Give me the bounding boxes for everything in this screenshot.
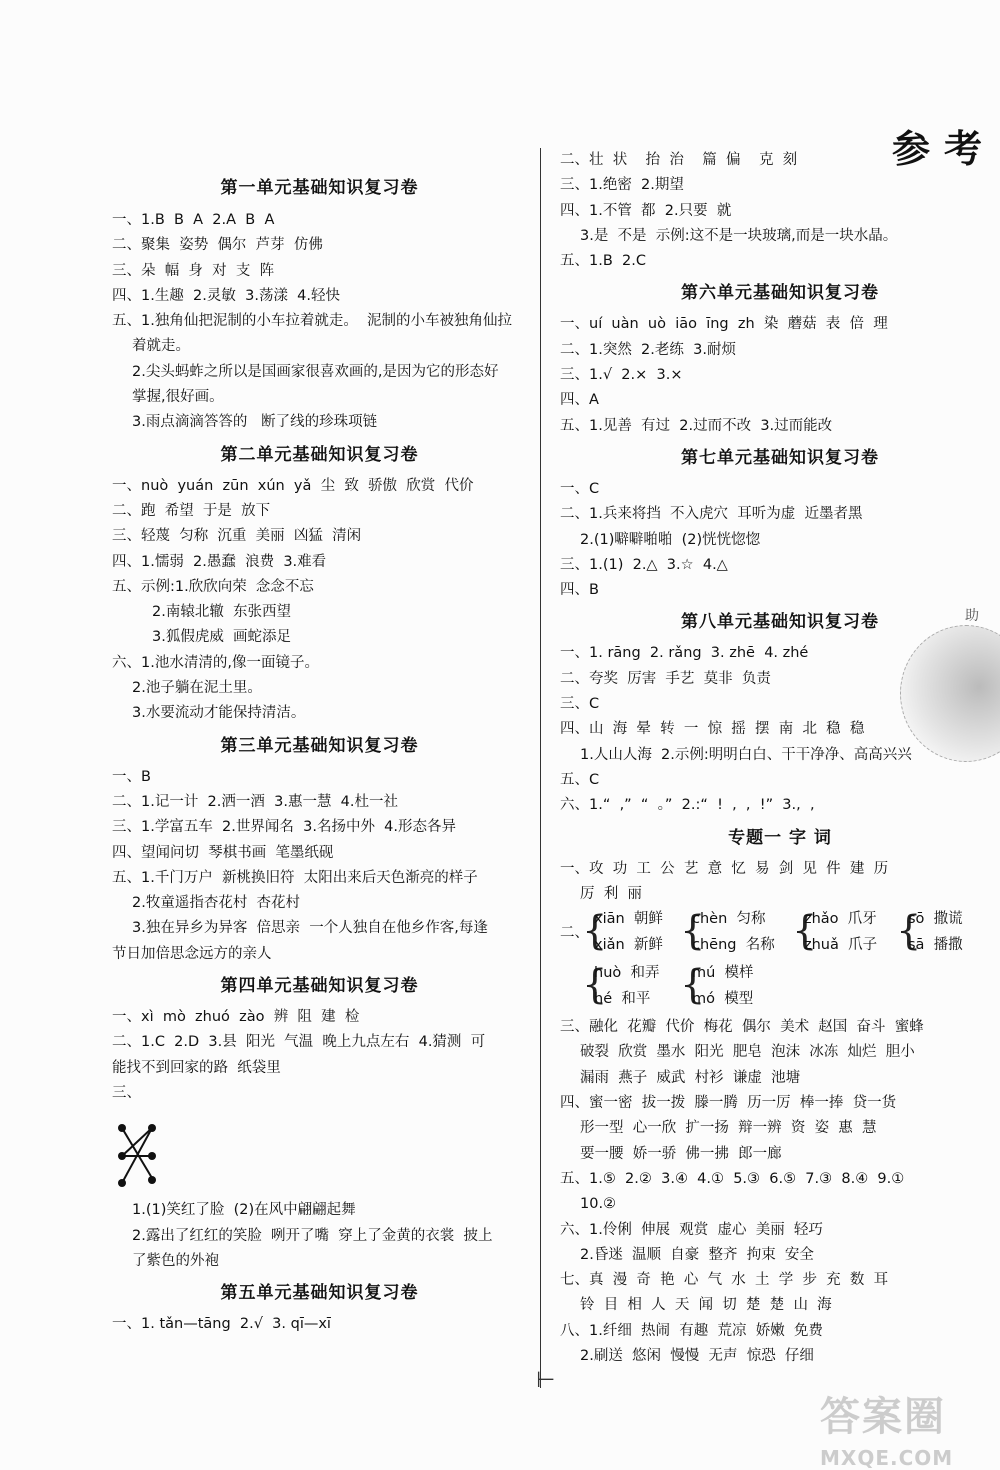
unit1-line: 二、聚集 姿势 偶尔 芦芽 仿佛 [112, 237, 323, 254]
watermark-url: MXQE.COM [820, 1446, 954, 1470]
unit4-line: 三、 [112, 1084, 141, 1101]
unit7-title: 第七单元基础知识复习卷 [681, 447, 879, 468]
unit8-line: 六、1.“ ,” “ 。” 2.:“ ! , , !” 3., , [560, 797, 815, 814]
topic1-line: 铃 目 相 人 天 闻 切 楚 楚 山 海 [580, 1297, 832, 1314]
watermark-title: 答案圈 [820, 1394, 946, 1440]
brace-top: zhǎo 爪牙 [804, 911, 877, 928]
brace-bottom: chēng 名称 [692, 937, 775, 954]
topic1-line: 要一腰 娇一骄 佛一拂 郎一廊 [580, 1145, 782, 1162]
unit4-title: 第四单元基础知识复习卷 [220, 976, 419, 997]
brace-icon: { [896, 908, 922, 955]
unit3-line: 一、B [112, 768, 151, 785]
topic1-line: 六、1.伶俐 伸展 观赏 虚心 美丽 轻巧 [560, 1221, 823, 1238]
brace-top: chèn 匀称 [692, 911, 766, 928]
brace-top: huò 和弄 [594, 965, 660, 982]
unit4-line: 能找不到回家的路 纸袋里 [112, 1059, 281, 1076]
brace-bottom: hé 和平 [594, 991, 651, 1008]
unit3-line: 二、1.记一计 2.洒一酒 3.惠一慧 4.杜一社 [112, 793, 398, 810]
brace-icon: { [582, 908, 608, 955]
unit4-line: 1.(1)笑红了脸 (2)在风中翩翩起舞 [132, 1202, 356, 1219]
right-column [560, 148, 1000, 1369]
unit5-line: 四、1.不管 都 2.只要 就 [560, 202, 732, 219]
unit2-line: 三、轻蔑 匀称 沉重 美丽 凶猛 清闲 [112, 528, 362, 545]
unit7-line: 四、B [560, 582, 599, 599]
unit8-line: 三、C [560, 696, 600, 713]
pinyin-brace-row [560, 961, 1000, 1015]
brace-icon: { [792, 908, 818, 955]
unit5-line: 三、1.绝密 2.期望 [560, 177, 684, 194]
unit4-line: 了紫色的外袍 [132, 1252, 219, 1269]
unit1-line: 一、1.B B A 2.A B A [112, 212, 275, 228]
unit1-line: 掌握,很好画。 [132, 389, 224, 406]
unit2-line: 一、nuò yuán zūn xún yǎ 尘 致 骄傲 欣赏 代价 [112, 477, 474, 494]
unit2-line: 2.南辕北辙 东张西望 [152, 604, 292, 621]
unit8-line: 一、1. rāng 2. rǎng 3. zhē 4. zhé [560, 645, 809, 662]
unit2-line: 3.水要流动才能保持清洁。 [132, 705, 306, 722]
brace-top: xiān 朝鲜 [594, 911, 663, 928]
unit2-line: 五、示例:1.欣欣向荣 念念不忘 [112, 578, 314, 595]
unit7-line: 三、1.(1) 2.△ 3.☆ 4.△ [560, 556, 728, 573]
unit3-line: 3.独在异乡为异客 倍思亲 一个人独自在他乡作客,每逢 [132, 920, 488, 937]
unit5-line: 3.是 不是 示例:这不是一块玻璃,而是一块水晶。 [580, 227, 898, 244]
unit7-line: 2.(1)噼噼啪啪 (2)恍恍惚惚 [580, 531, 761, 548]
unit8-title: 第八单元基础知识复习卷 [681, 612, 879, 633]
unit3-line: 节日加倍思念远方的亲人 [112, 945, 272, 962]
unit3-line: 三、1.学富五车 2.世界闻名 3.名扬中外 4.形态各异 [112, 819, 456, 836]
globe-label: 助 [965, 608, 979, 624]
unit1-line: 2.尖头蚂蚱之所以是国画家很喜欢画的,是因为它的形态好 [132, 363, 499, 380]
unit5-line: 五、1.B 2.C [560, 253, 646, 270]
unit5-line: 二、壮 状 抬 治 篇 偏 克 刻 [560, 152, 798, 168]
brace-bottom: sā 播撒 [908, 937, 963, 954]
fold-mark: ⊢ [536, 1368, 556, 1393]
topic1-line: 破裂 欣赏 墨水 阳光 肥皂 泡沫 冰冻 灿烂 胆小 [580, 1044, 915, 1061]
unit7-line: 二、1.兵来将挡 不入虎穴 耳听为虚 近墨者黑 [560, 506, 863, 523]
topic1-line: 2.昏迷 温顺 自豪 整齐 拘束 安全 [580, 1246, 814, 1263]
unit2-line: 二、跑 希望 于是 放下 [112, 502, 271, 519]
unit3-line: 四、望闻问切 琴棋书画 笔墨纸砚 [112, 844, 334, 861]
topic1-line: 五、1.⑤ 2.② 3.④ 4.① 5.③ 6.⑤ 7.③ 8.④ 9.① [560, 1170, 905, 1187]
unit6-line: 五、1.见善 有过 2.过而不改 3.过而能改 [560, 417, 833, 434]
brace-icon: { [680, 962, 706, 1009]
unit3-title: 第三单元基础知识复习卷 [220, 735, 419, 756]
unit6-line: 四、A [560, 392, 599, 409]
column-divider [540, 148, 541, 1388]
topic1-line: 10.② [580, 1196, 617, 1213]
unit6-line: 一、uí uàn uò iāo īng zh 染 蘑菇 表 倍 理 [560, 316, 888, 333]
unit1-line: 着就走。 [132, 338, 190, 355]
unit2-line: 六、1.池水清清的,像一面镜子。 [112, 654, 319, 671]
unit2-title: 第二单元基础知识复习卷 [220, 444, 419, 465]
brace-prefix: 二、 [560, 925, 589, 942]
watermark-logo [820, 1385, 953, 1470]
unit8-line: 1.人山人海 2.示例:明明白白、干干净净、高高兴兴 [580, 746, 912, 763]
unit1-title: 第一单元基础知识复习卷 [220, 178, 419, 198]
unit2-line: 3.狐假虎威 画蛇添足 [152, 629, 292, 646]
topic1-line: 形一型 心一欣 扩一扬 辩一辨 资 姿 惠 慧 [580, 1120, 877, 1137]
unit2-line: 四、1.懦弱 2.愚蠢 浪费 3.难看 [112, 553, 327, 570]
topic1-line: 漏雨 燕子 威武 村衫 谦虚 池塘 [580, 1069, 801, 1086]
unit4-line: 二、1.C 2.D 3.县 阳光 气温 晚上九点左右 4.猜测 可 [112, 1034, 486, 1051]
unit1-line: 五、1.独角仙把泥制的小车拉着就走。 泥制的小车被独角仙拉 [112, 313, 513, 330]
topic1-line: 厉 利 丽 [580, 885, 642, 902]
matching-diagram-space [112, 1106, 527, 1198]
left-column [112, 148, 527, 1337]
unit5-title: 第五单元基础知识复习卷 [220, 1283, 419, 1304]
brace-top: mú 模样 [692, 965, 754, 982]
brace-bottom: zhuǎ 爪子 [804, 937, 878, 954]
unit4-line: 2.露出了红红的笑脸 咧开了嘴 穿上了金黄的衣裳 披上 [132, 1227, 493, 1244]
topic1-line: 2.刷送 悠闲 慢慢 无声 惊恐 仔细 [580, 1347, 814, 1364]
page-header: 参考 [891, 126, 996, 171]
unit5-line: 一、1. tǎn—tāng 2.√ 3. qī—xī [112, 1316, 331, 1333]
unit7-line: 一、C [560, 480, 600, 497]
unit4-line: 一、xì mò zhuó zào 辨 阻 建 检 [112, 1009, 360, 1026]
matching-diagram [112, 1118, 172, 1198]
topic1-line: 八、1.纤细 热闹 有趣 荒凉 娇嫩 免费 [560, 1322, 823, 1339]
brace-bottom: xiǎn 新鲜 [594, 937, 663, 954]
brace-icon: { [582, 962, 608, 1009]
unit1-line: 四、1.生趣 2.灵敏 3.荡漾 4.轻快 [112, 287, 340, 304]
topic1-title: 专题一 字 词 [728, 827, 832, 848]
pinyin-brace-row [560, 907, 1000, 961]
brace-icon: { [680, 908, 706, 955]
topic1-line: 三、融化 花瓣 代价 梅花 偶尔 美术 赵国 奋斗 蜜蜂 [560, 1019, 924, 1036]
unit8-line: 二、夸奖 厉害 手艺 莫非 负责 [560, 670, 771, 687]
unit1-line: 3.雨点滴滴答答的 断了线的珍珠项链 [132, 414, 378, 431]
topic1-line: 七、真 漫 奇 艳 心 气 水 土 学 步 充 数 耳 [560, 1272, 889, 1289]
brace-bottom: mó 模型 [692, 991, 754, 1008]
unit3-line: 2.牧童遥指杏花村 杏花村 [132, 895, 301, 912]
unit2-line: 2.池子躺在泥土里。 [132, 680, 262, 697]
unit6-title: 第六单元基础知识复习卷 [681, 283, 879, 304]
topic1-line: 四、蜜一密 拔一拨 滕一腾 历一厉 棒一捧 贷一货 [560, 1095, 897, 1112]
unit8-line: 四、山 海 晕 转 一 惊 摇 摆 南 北 稳 稳 [560, 721, 865, 738]
topic1-line: 一、攻 功 工 公 艺 意 忆 易 剑 见 件 建 历 [560, 860, 889, 877]
unit6-line: 三、1.√ 2.× 3.× [560, 367, 683, 384]
unit3-line: 五、1.千门万户 新桃换旧符 太阳出来后天色渐亮的样子 [112, 869, 478, 886]
unit6-line: 二、1.突然 2.老练 3.耐烦 [560, 341, 736, 358]
unit1-line: 三、朵 幅 身 对 支 阵 [112, 262, 275, 279]
unit8-line: 五、C [560, 771, 600, 788]
brace-top: sō 撒谎 [908, 911, 963, 928]
